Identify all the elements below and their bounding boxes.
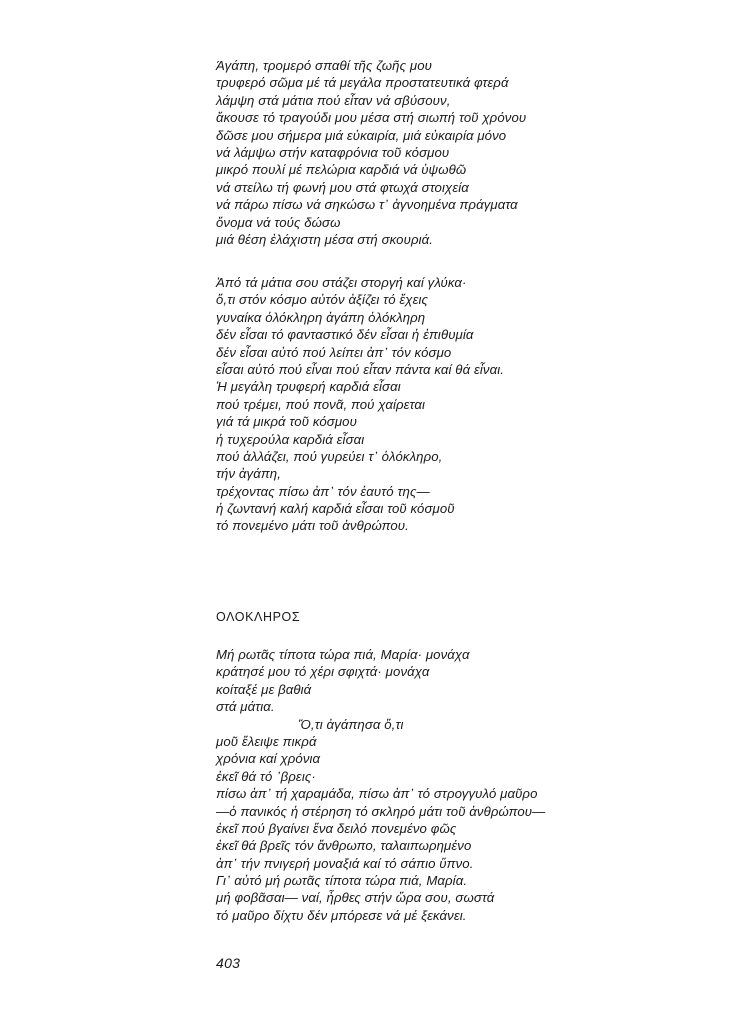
- poem-line: κράτησέ μου τό χέρι σφιχτά· μονάχα: [216, 664, 430, 680]
- poem-line: Ἡ μεγάλη τρυφερή καρδιά εἶσαι: [216, 379, 401, 395]
- poem-line: ἀπ᾽ τήν πνιγερή μοναξιά καί τό σάπιο ὕπνο.: [216, 855, 474, 871]
- poem-line: μή φοβᾶσαι— ναί, ἦρθες στήν ὥρα σου, σωστά: [216, 890, 495, 906]
- poem-line: τό πονεμένο μάτι τοῦ ἀνθρώπου.: [216, 518, 409, 534]
- poem-line: δέν εἶσαι τό φανταστικό δέν εἶσαι ἡ ἐπιθυμία: [216, 327, 474, 343]
- poem-line: ὄνομα νά τούς δώσω: [216, 214, 341, 230]
- poem-line: δῶσε μου σήμερα μιά εὐκαιρία, μιά εὐκαιρία μόνο: [216, 127, 507, 143]
- poem-line: νά στείλω τή φωνή μου στά φτωχά στοιχεία: [216, 179, 469, 195]
- page-number: 403: [216, 955, 241, 971]
- poem-line: ἐκεῖ θά βρεῖς τόν ἄνθρωπο, ταλαιπωρημένο: [216, 838, 472, 854]
- poem-line: —ὁ πανικός ἡ στέρηση τό σκληρό μάτι τοῦ ἀνθρώπου—: [216, 803, 546, 819]
- poem-line: ὅ,τι στόν κόσμο αὐτόν ἀξίζει τό ἔχεις: [216, 292, 429, 308]
- poem-line: χρόνια καί χρόνια: [216, 751, 321, 767]
- poem-line: πού τρέμει, πού πονᾶ, πού χαίρεται: [216, 396, 426, 412]
- poem-line: νά λάμψω στήν καταφρόνια τοῦ κόσμου: [216, 144, 450, 160]
- poem-1-stanza-1: [216, 57, 526, 248]
- poem-line: λάμψη στά μάτια πού εἶταν νά σβύσουν,: [216, 92, 451, 108]
- poem-2-title: ΟΛΟΚΛΗΡΟΣ: [216, 610, 301, 624]
- poem-1-stanza-2: [216, 274, 504, 535]
- poem-line: μικρό πουλί μέ πελώρια καρδιά νά ὑψωθῶ: [216, 162, 467, 178]
- poem-line: νά πάρω πίσω νά σηκώσω τ᾽ ἀγνοημένα πράγματα: [216, 197, 518, 213]
- poem-line: ἄκουσε τό τραγούδι μου μέσα στή σιωπή τοῦ χρόνου: [216, 110, 527, 126]
- poem-line: Ἀπό τά μάτια σου στάζει στοργή καί γλύκα·: [216, 275, 467, 290]
- poem-line: εἶσαι αὐτό πού εἶναι πού εἶταν πάντα καί θά εἶναι.: [216, 361, 504, 377]
- poem-line: Μή ρωτᾶς τίποτα τώρα πιά, Μαρία· μονάχα: [216, 647, 470, 662]
- poem-line: ἡ τυχερούλα καρδιά εἶσαι: [216, 431, 365, 447]
- poem-line: Γι᾽ αὐτό μή ρωτᾶς τίποτα τώρα πιά, Μαρία.: [216, 873, 468, 889]
- poem-line: κοίταξέ με βαθιά: [216, 681, 312, 697]
- poem-line: ἐκεῖ θά τό ᾽βρεις·: [216, 768, 316, 784]
- poem-line: γιά τά μικρά τοῦ κόσμου: [216, 414, 357, 430]
- poem-line: Ὅ,τι ἀγάπησα ὅ,τι: [298, 716, 404, 732]
- poem-line: τήν ἀγάπη,: [216, 466, 281, 482]
- poem-line: μιά θέση ἐλάχιστη μέσα στή σκουριά.: [216, 231, 434, 247]
- poem-2-body: [216, 646, 545, 924]
- poem-line: τρυφερό σῶμα μέ τά μεγάλα προστατευτικά φτερά: [216, 75, 509, 91]
- poem-line: μοῦ ἔλειψε πικρά: [216, 733, 317, 749]
- poem-line: πού ἀλλάζει, πού γυρεύει τ᾽ ὁλόκληρο,: [216, 448, 443, 464]
- poem-line: δέν εἶσαι αὐτό πού λείπει ἀπ᾽ τόν κόσμο: [216, 344, 452, 360]
- poem-line: τρέχοντας πίσω ἀπ᾽ τόν ἑαυτό της—: [216, 483, 430, 499]
- poem-line: Άγάπη, τρομερό σπαθί τῆς ζωῆς μου: [216, 58, 432, 73]
- poem-line: ἡ ζωντανή καλή καρδιά εἶσαι τοῦ κόσμοῦ: [216, 501, 455, 517]
- poem-line: ἐκεῖ πού βγαίνει ἕνα δειλό πονεμένο φῶς: [216, 820, 457, 836]
- poem-line: τό μαῦρο δίχτυ δέν μπόρεσε νά μέ ξεκάνει.: [216, 907, 467, 923]
- poem-line: γυναίκα ὁλόκληρη ἀγάπη ὁλόκληρη: [216, 309, 426, 325]
- poem-line: στά μάτια.: [216, 699, 275, 715]
- poem-line: πίσω ἀπ᾽ τή χαραμάδα, πίσω ἀπ᾽ τό στρογγυλό μαῦρο: [216, 786, 538, 802]
